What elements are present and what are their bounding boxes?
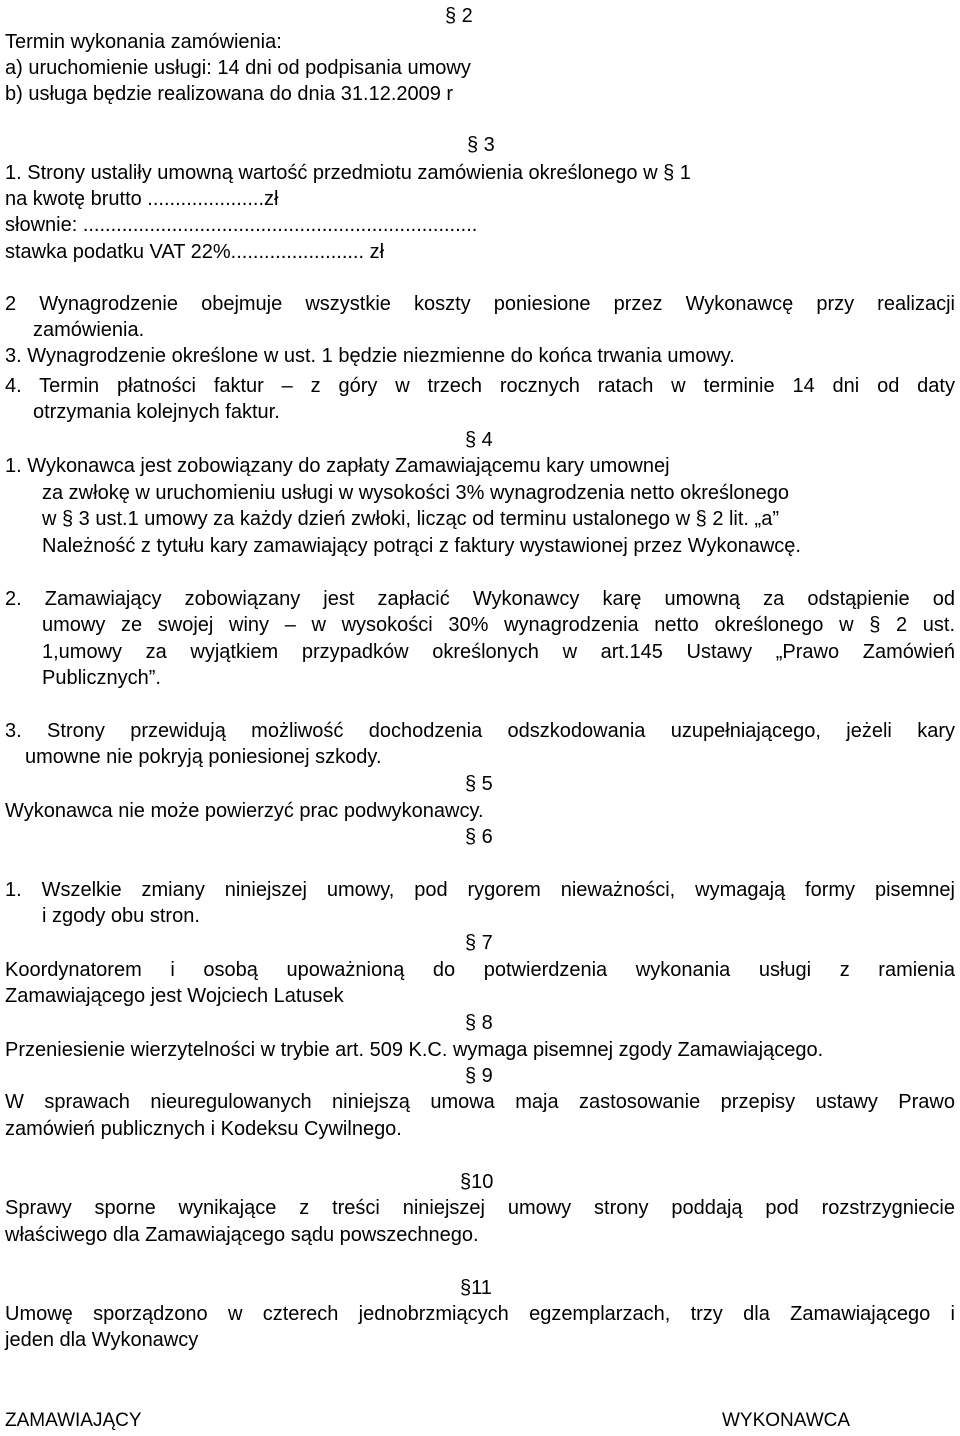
section-2-line: a) uruchomienie usługi: 14 dni od podpisania umowy [5, 57, 471, 79]
signature-wykonawca: WYKONAWCA [722, 1410, 851, 1431]
section-11-heading: §11 [460, 1277, 492, 1299]
section-9-line: W sprawach nieuregulowanych niniejszą umowa maja zastosowanie przepisy ustawy Prawo [5, 1091, 955, 1113]
section-10-line: Sprawy sporne wynikające z treści niniejszej umowy strony poddają pod rozstrzygniecie [5, 1197, 955, 1219]
section-8-heading: § 8 [465, 1012, 493, 1034]
section-9-heading: § 9 [465, 1065, 493, 1087]
section-4-line: za zwłokę w uruchomieniu usługi w wysokości 3% wynagrodzenia netto określonego [42, 482, 790, 504]
section-2-line: b) usługa będzie realizowana do dnia 31.12.2009 r [5, 83, 454, 105]
section-7-line: Zamawiającego jest Wojciech Latusek [5, 985, 344, 1007]
section-11-line: Umowę sporządzono w czterech jednobrzmiących egzemplarzach, trzy dla Zamawiającego i [5, 1303, 955, 1325]
section-6-heading: § 6 [465, 826, 493, 848]
section-3-line: otrzymania kolejnych faktur. [33, 401, 280, 423]
section-2-line: Termin wykonania zamówienia: [5, 31, 282, 53]
section-10-line: właściwego dla Zamawiającego sądu powszechnego. [5, 1224, 479, 1246]
signature-zamawiajacy: ZAMAWIAJĄCY [5, 1410, 142, 1431]
section-3-line: stawka podatku VAT 22%........................ zł [5, 241, 385, 263]
section-4-line: 3. Strony przewidują możliwość dochodzenia odszkodowania uzupełniającego, jeżeli kary [5, 720, 955, 742]
section-7-heading: § 7 [465, 932, 493, 954]
section-4-line: umowy ze swojej winy – w wysokości 30% wynagrodzenia netto określonego w § 2 ust. [42, 614, 955, 636]
section-4-line: w § 3 ust.1 umowy za każdy dzień zwłoki, licząc od terminu ustalonego w § 2 lit. „a” [42, 508, 779, 530]
section-4-heading: § 4 [465, 429, 493, 451]
section-6-line: 1. Wszelkie zmiany niniejszej umowy, pod rygorem nieważności, wymagają formy pisemnej [5, 879, 955, 901]
section-10-heading: §10 [460, 1171, 494, 1193]
section-2-heading: § 2 [445, 5, 473, 27]
section-3-line: 2 Wynagrodzenie obejmuje wszystkie koszty poniesione przez Wykonawcę przy realizacji [5, 293, 955, 315]
section-3-line: 4. Termin płatności faktur – z góry w trzech rocznych ratach w terminie 14 dni od daty [5, 375, 955, 397]
section-4-line: umowne nie pokryją poniesionej szkody. [25, 746, 382, 768]
section-4-line: Publicznych”. [42, 667, 161, 689]
section-3-line: zamówienia. [33, 319, 145, 341]
section-7-line: Koordynatorem i osobą upoważnioną do potwierdzenia wykonania usługi z ramienia [5, 959, 955, 981]
section-3-line: na kwotę brutto .....................zł [5, 188, 279, 210]
section-5-heading: § 5 [465, 773, 493, 795]
section-4-line: 1,umowy za wyjątkiem przypadków określonych w art.145 Ustawy „Prawo Zamówień [42, 641, 955, 663]
section-4-line: Należność z tytułu kary zamawiający potrąci z faktury wystawionej przez Wykonawcę. [42, 535, 801, 557]
section-8-line: Przeniesienie wierzytelności w trybie art. 509 K.C. wymaga pisemnej zgody Zamawiającego. [5, 1039, 824, 1061]
section-5-line: Wykonawca nie może powierzyć prac podwykonawcy. [5, 800, 484, 822]
section-9-line: zamówień publicznych i Kodeksu Cywilnego. [5, 1118, 402, 1140]
section-6-line: i zgody obu stron. [42, 905, 200, 927]
section-3-line: 1. Strony ustaliły umowną wartość przedmiotu zamówienia określonego w § 1 [5, 162, 691, 184]
section-4-line: 2. Zamawiający zobowiązany jest zapłacić Wykonawcy karę umowną za odstąpienie od [5, 588, 955, 610]
section-3-line: 3. Wynagrodzenie określone w ust. 1 będzie niezmienne do końca trwania umowy. [5, 345, 735, 367]
section-11-line: jeden dla Wykonawcy [5, 1329, 199, 1351]
section-3-heading: § 3 [467, 134, 495, 156]
section-3-line: słownie: ....................................................................... [5, 214, 478, 236]
section-4-line: 1. Wykonawca jest zobowiązany do zapłaty Zamawiającemu kary umownej [5, 455, 670, 477]
